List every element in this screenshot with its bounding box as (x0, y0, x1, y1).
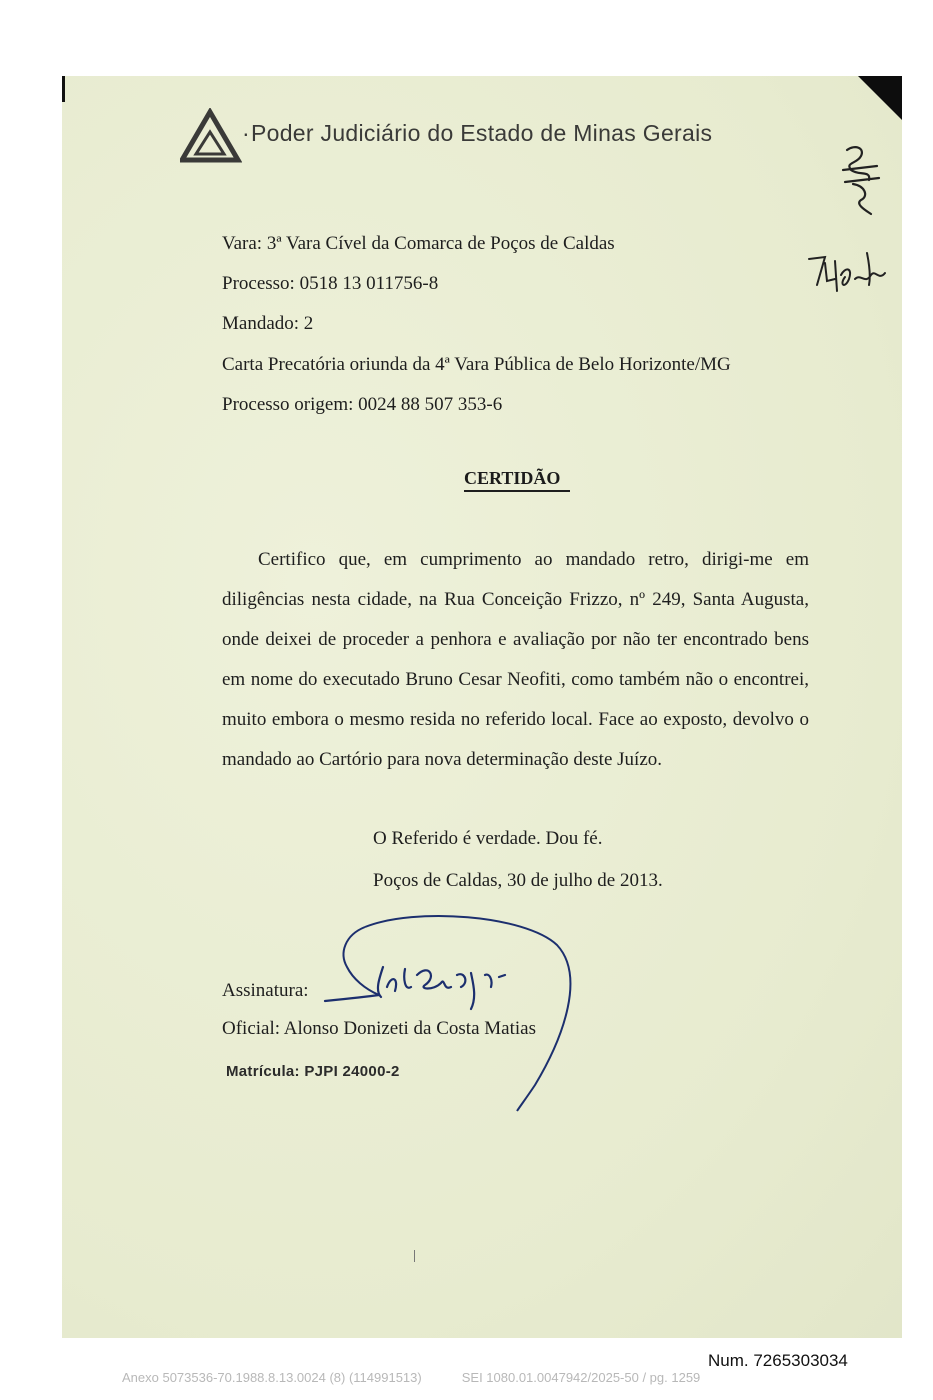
signature-label: Assinatura: (222, 980, 309, 1001)
officer-name: Oficial: Alonso Donizeti da Costa Matias (222, 1018, 536, 1039)
document-number: Num. 7265303034 (708, 1351, 848, 1370)
handwritten-signature (295, 905, 585, 1115)
processo-origem-line: Processo origem: 0024 88 507 353-6 (222, 393, 503, 415)
institution-name: · Poder Judiciário do Estado de Minas Gerais (242, 120, 712, 147)
footer (122, 1370, 700, 1385)
footer-anexo: Anexo 5073536-70.1988.8.13.0024 (8) (114991513) (122, 1370, 422, 1385)
document-title: CERTIDÃO (464, 466, 570, 492)
footer-sei: SEI 1080.01.0047942/2025-50 / pg. 1259 (461, 1370, 701, 1385)
mandado-line: Mandado: 2 (222, 313, 314, 335)
attestation: O Referido é verdade. Dou fé. (373, 828, 603, 849)
letterhead (180, 108, 712, 166)
scan-artifact (414, 1250, 415, 1262)
processo-line: Processo: 0518 13 011756-8 (222, 273, 439, 295)
handwritten-initials (835, 140, 885, 220)
triangle-logo-icon (180, 108, 242, 166)
certificate-body: Certifico que, em cumprimento ao mandado retro, dirigi-me em diligências nesta cidade, na Rua Conceição Frizzo, nº 249, Santa Augusta, onde deixei de proceder a penhora e avaliação por não ter encontrado bens em nome do executado Bruno Cesar Neofiti, como também não o encontrei, muito embora o mesmo resida no referido local. Face ao exposto, devolvo o mandado ao Cartório para nova determinação deste Juízo. (222, 549, 809, 770)
carta-line: Carta Precatória oriunda da 4ª Vara Pública de Belo Horizonte/MG (222, 353, 731, 375)
scan-edge-mark (62, 76, 65, 102)
place-date: Poços de Caldas, 30 de julho de 2013. (373, 870, 663, 891)
officer-registration: Matrícula: PJPI 24000-2 (226, 1063, 400, 1080)
case-info (222, 224, 731, 425)
vara-line: Vara: 3ª Vara Cível da Comarca de Poços de Caldas (222, 233, 615, 254)
handwritten-page-number (805, 245, 890, 305)
closing-block (373, 818, 663, 902)
folded-corner (858, 76, 902, 120)
